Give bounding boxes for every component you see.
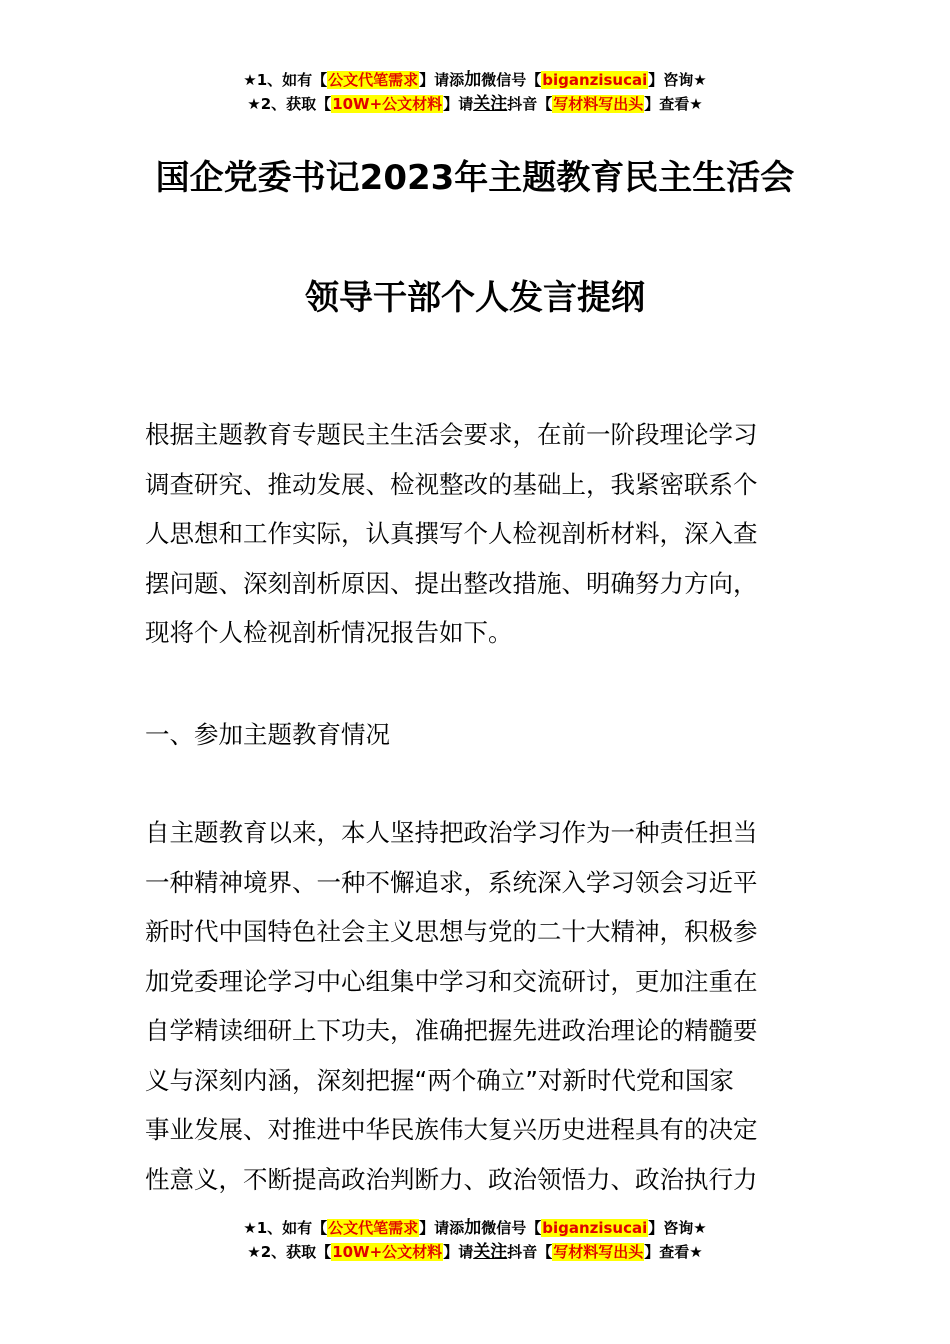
promo-line-2 [0,1240,950,1264]
text-line: 自主题教育以来，本人坚持把政治学习作为一种责任担当 [145,818,758,847]
promo-highlight: 写材料写出头 [553,95,644,113]
text-line: 调查研究、推动发展、检视整改的基础上，我紧密联系个 [145,469,758,499]
promo-line-1 [0,68,950,92]
text-line: 事业发展、对推进中华民族伟大复兴历史进程具有的决定 [145,1115,758,1144]
text-line: 自学精读细研上下功夫，准确把握先进政治理论的精髓要 [145,1016,758,1045]
promo-text: 微信号【 [481,1219,542,1237]
promo-highlight: 10W+公文材料 [332,95,443,113]
text-line: 摆问题、深刻剖析原因、提出整改措施、明确努力方向， [145,568,758,598]
promo-text: 关注 [473,1242,508,1262]
promo-text: 】请 [443,1243,474,1261]
promo-text: 】查看★ [644,95,703,113]
promo-text: ★1、如有【 [243,1219,328,1237]
text-line: 性意义，不断提高政治判断力、政治领悟力、政治执行力 [145,1164,758,1194]
promo-highlight: 写材料写出头 [553,1243,644,1261]
promo-text: 关注 [473,94,508,114]
promo-text: 加 [464,1218,482,1238]
promo-highlight: biganzisucai [542,1219,648,1237]
promo-text: 】咨询★ [648,71,707,89]
promo-text: ★2、获取【 [247,95,332,113]
text-line: 一种精神境界、一种不懈追求，系统深入学习领会习近平 [145,867,758,897]
document-title-line-1: 国企党委书记2023年主题教育民主生活会 [155,158,795,198]
text-line: 义与深刻内涵，深刻把握“两个确立”对新时代党和国家 [145,1065,734,1095]
text-line: 根据主题教育专题民主生活会要求，在前一阶段理论学习 [145,420,758,449]
promo-text: 加 [464,70,482,90]
promo-line-2 [0,92,950,116]
promo-text: 抖音【 [507,1243,553,1261]
promo-line-1 [0,1216,950,1240]
promo-text: ★1、如有【 [243,71,328,89]
heading-text: 一、参加主题教育情况 [145,720,390,749]
promo-text: 微信号【 [481,71,542,89]
promo-text: 】咨询★ [648,1219,707,1237]
paragraph-1 [145,410,810,658]
bottom-promo-banner [0,1216,950,1264]
promo-text: ★2、获取【 [247,1243,332,1261]
promo-text: 】请添 [419,1219,465,1237]
section-heading-1 [145,710,810,760]
promo-text: 】请 [443,95,474,113]
promo-text: 抖音【 [507,95,553,113]
promo-highlight: 公文代笔需求 [328,71,419,89]
text-line: 新时代中国特色社会主义思想与党的二十大精神，积极参 [145,917,758,946]
promo-highlight: 公文代笔需求 [328,1219,419,1237]
document-title-line-2: 领导干部个人发言提纲 [305,278,645,318]
promo-highlight: biganzisucai [542,71,648,89]
text-line: 加党委理论学习中心组集中学习和交流研讨，更加注重在 [145,966,758,996]
promo-highlight: 10W+公文材料 [332,1243,443,1261]
promo-text: 】请添 [419,71,465,89]
text-line: 人思想和工作实际，认真撰写个人检视剖析材料，深入查 [145,519,758,548]
top-promo-banner [0,68,950,116]
text-line: 现将个人检视剖析情况报告如下。 [145,618,513,647]
paragraph-2 [145,808,810,1204]
promo-text: 】查看★ [644,1243,703,1261]
